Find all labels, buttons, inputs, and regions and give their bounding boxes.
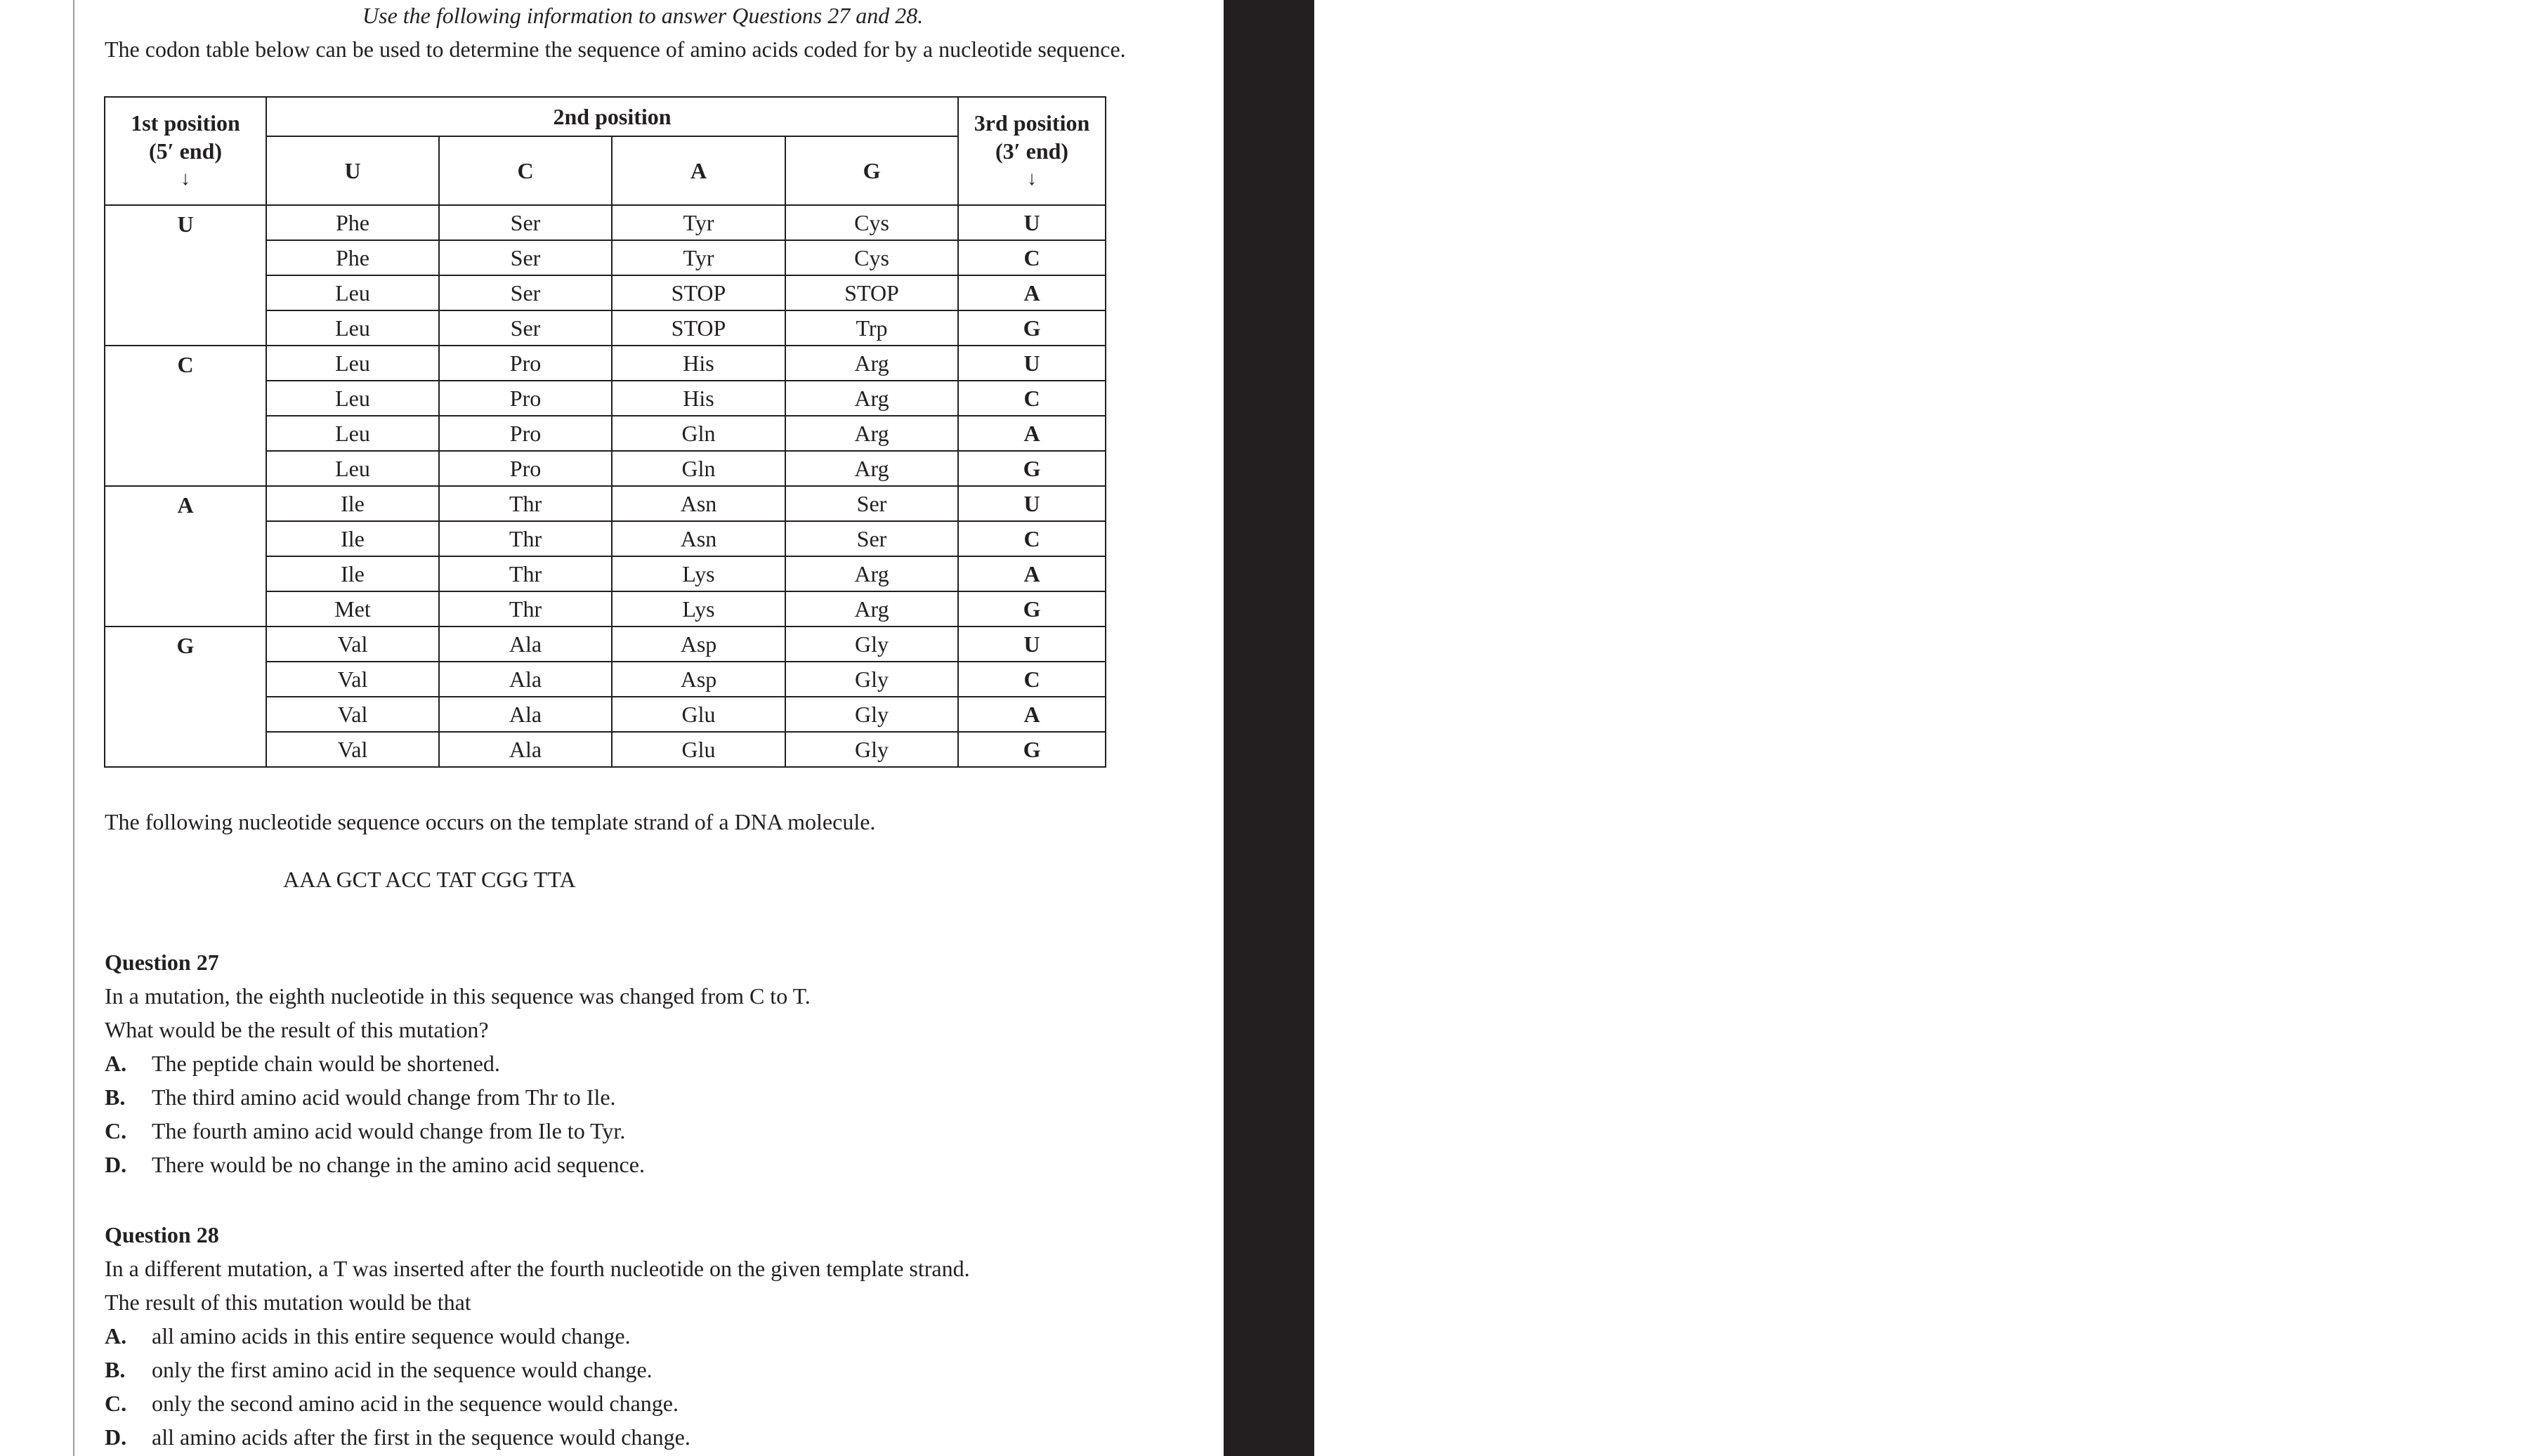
amino-acid-cell: Ala [439, 732, 612, 767]
third-position-base: G [958, 310, 1106, 346]
option-a[interactable]: A. The peptide chain would be shortened. [105, 1051, 500, 1076]
amino-acid-cell: Lys [612, 591, 785, 627]
third-position-base: U [958, 346, 1106, 381]
amino-acid-cell: Leu [266, 381, 439, 416]
amino-acid-cell: Pro [439, 451, 612, 486]
amino-acid-cell: Pro [439, 416, 612, 451]
codon-row [105, 486, 1106, 521]
second-position-header: 2nd position [266, 97, 958, 136]
amino-acid-cell: Leu [266, 275, 439, 310]
amino-acid-cell: Tyr [612, 205, 785, 240]
amino-acid-cell: Leu [266, 346, 439, 381]
dna-description: The following nucleotide sequence occurs on the template strand of a DNA molecule. [105, 809, 876, 834]
question-28 [105, 1218, 970, 1454]
codon-table [104, 96, 1106, 768]
amino-acid-cell: Arg [785, 591, 958, 627]
third-position-base: C [958, 662, 1106, 697]
amino-acid-cell: Val [266, 697, 439, 732]
amino-acid-cell: Asn [612, 486, 785, 521]
amino-acid-cell: Ser [439, 205, 612, 240]
amino-acid-cell: Asn [612, 521, 785, 556]
third-position-base: C [958, 381, 1106, 416]
amino-acid-cell: Ile [266, 486, 439, 521]
option-a[interactable]: A. all amino acids in this entire sequence would change. [105, 1323, 631, 1349]
first-position-header: 1st position (5′ end) ↓ [105, 97, 266, 205]
codon-row [105, 205, 1106, 240]
amino-acid-cell: Trp [785, 310, 958, 346]
question-stem: What would be the result of this mutation? [105, 1017, 489, 1042]
amino-acid-cell: Cys [785, 240, 958, 275]
amino-acid-cell: Val [266, 662, 439, 697]
down-arrow-icon: ↓ [181, 168, 190, 190]
side-bar [1224, 0, 2520, 1456]
third-position-base: G [958, 451, 1106, 486]
amino-acid-cell: Asp [612, 627, 785, 662]
amino-acid-cell: Ile [266, 556, 439, 591]
amino-acid-cell: Gly [785, 627, 958, 662]
third-position-base: U [958, 627, 1106, 662]
amino-acid-cell: Arg [785, 416, 958, 451]
option-d[interactable]: D. all amino acids after the first in the sequence would change. [105, 1424, 690, 1450]
option-b[interactable]: B. The third amino acid would change from Thr to Ile. [105, 1084, 616, 1110]
amino-acid-cell: Phe [266, 205, 439, 240]
amino-acid-cell: Gln [612, 451, 785, 486]
amino-acid-cell: Met [266, 591, 439, 627]
first-position-base: C [105, 346, 266, 486]
question-stem: The result of this mutation would be that [105, 1290, 471, 1315]
amino-acid-cell: Gln [612, 416, 785, 451]
amino-acid-cell: Ala [439, 662, 612, 697]
amino-acid-cell: STOP [612, 310, 785, 346]
amino-acid-cell: Val [266, 732, 439, 767]
amino-acid-cell: Glu [612, 697, 785, 732]
third-position-base: G [958, 732, 1106, 767]
amino-acid-cell: Tyr [612, 240, 785, 275]
lead-text: The codon table below can be used to determine the sequence of amino acids coded for by a nucleotide sequence. [105, 37, 1126, 62]
option-d[interactable]: D. There would be no change in the amino acid sequence. [105, 1152, 645, 1177]
amino-acid-cell: Gly [785, 697, 958, 732]
question-stem: In a mutation, the eighth nucleotide in this sequence was changed from C to T. [105, 983, 811, 1009]
do-not-write-label: DO NOT WRITE IN THIS AREA [2484, 387, 2520, 1060]
amino-acid-cell: Thr [439, 556, 612, 591]
amino-acid-cell: Thr [439, 486, 612, 521]
third-position-base: A [958, 416, 1106, 451]
first-position-base: U [105, 205, 266, 346]
amino-acid-cell: Thr [439, 521, 612, 556]
amino-acid-cell: Lys [612, 556, 785, 591]
dna-sequence: AAA GCT ACC TAT CGG TTA [283, 867, 576, 892]
amino-acid-cell: Ser [439, 310, 612, 346]
amino-acid-cell: STOP [612, 275, 785, 310]
option-b[interactable]: B. only the first amino acid in the sequence would change. [105, 1357, 653, 1382]
third-position-base: U [958, 205, 1106, 240]
option-c[interactable]: C. The fourth amino acid would change from Ile to Tyr. [105, 1118, 626, 1143]
question-27 [105, 945, 811, 1181]
amino-acid-cell: Ser [785, 521, 958, 556]
third-position-base: A [958, 275, 1106, 310]
third-position-base: G [958, 591, 1106, 627]
amino-acid-cell: Leu [266, 416, 439, 451]
left-margin-line [73, 0, 74, 1456]
third-position-base: C [958, 521, 1106, 556]
down-arrow-icon: ↓ [1027, 168, 1037, 190]
intro-text: Use the following information to answer Questions 27 and 28. [362, 3, 924, 28]
second-base-header: A [612, 136, 785, 205]
third-position-header: 3rd position (3′ end) ↓ [958, 97, 1106, 205]
question-stem: In a different mutation, a T was inserted after the fourth nucleotide on the given template strand. [105, 1256, 970, 1281]
question-title: Question 27 [105, 950, 219, 975]
amino-acid-cell: Arg [785, 346, 958, 381]
amino-acid-cell: Thr [439, 591, 612, 627]
second-base-header: C [439, 136, 612, 205]
amino-acid-cell: Gly [785, 732, 958, 767]
codon-row [105, 346, 1106, 381]
question-title: Question 28 [105, 1222, 219, 1247]
first-position-base: G [105, 627, 266, 767]
codon-row [105, 627, 1106, 662]
third-position-base: A [958, 556, 1106, 591]
amino-acid-cell: Gly [785, 662, 958, 697]
amino-acid-cell: His [612, 381, 785, 416]
third-position-base: U [958, 486, 1106, 521]
option-c[interactable]: C. only the second amino acid in the sequence would change. [105, 1391, 679, 1416]
amino-acid-cell: Arg [785, 381, 958, 416]
second-base-header: U [266, 136, 439, 205]
third-position-base: A [958, 697, 1106, 732]
third-position-base: C [958, 240, 1106, 275]
amino-acid-cell: Ile [266, 521, 439, 556]
amino-acid-cell: Arg [785, 556, 958, 591]
amino-acid-cell: His [612, 346, 785, 381]
amino-acid-cell: Cys [785, 205, 958, 240]
amino-acid-cell: Leu [266, 451, 439, 486]
amino-acid-cell: Phe [266, 240, 439, 275]
amino-acid-cell: Val [266, 627, 439, 662]
amino-acid-cell: Ser [439, 275, 612, 310]
amino-acid-cell: STOP [785, 275, 958, 310]
first-position-base: A [105, 486, 266, 627]
amino-acid-cell: Asp [612, 662, 785, 697]
amino-acid-cell: Ser [785, 486, 958, 521]
amino-acid-cell: Glu [612, 732, 785, 767]
amino-acid-cell: Ser [439, 240, 612, 275]
amino-acid-cell: Pro [439, 381, 612, 416]
amino-acid-cell: Pro [439, 346, 612, 381]
amino-acid-cell: Leu [266, 310, 439, 346]
second-base-header: G [785, 136, 958, 205]
amino-acid-cell: Ala [439, 697, 612, 732]
amino-acid-cell: Ala [439, 627, 612, 662]
amino-acid-cell: Arg [785, 451, 958, 486]
